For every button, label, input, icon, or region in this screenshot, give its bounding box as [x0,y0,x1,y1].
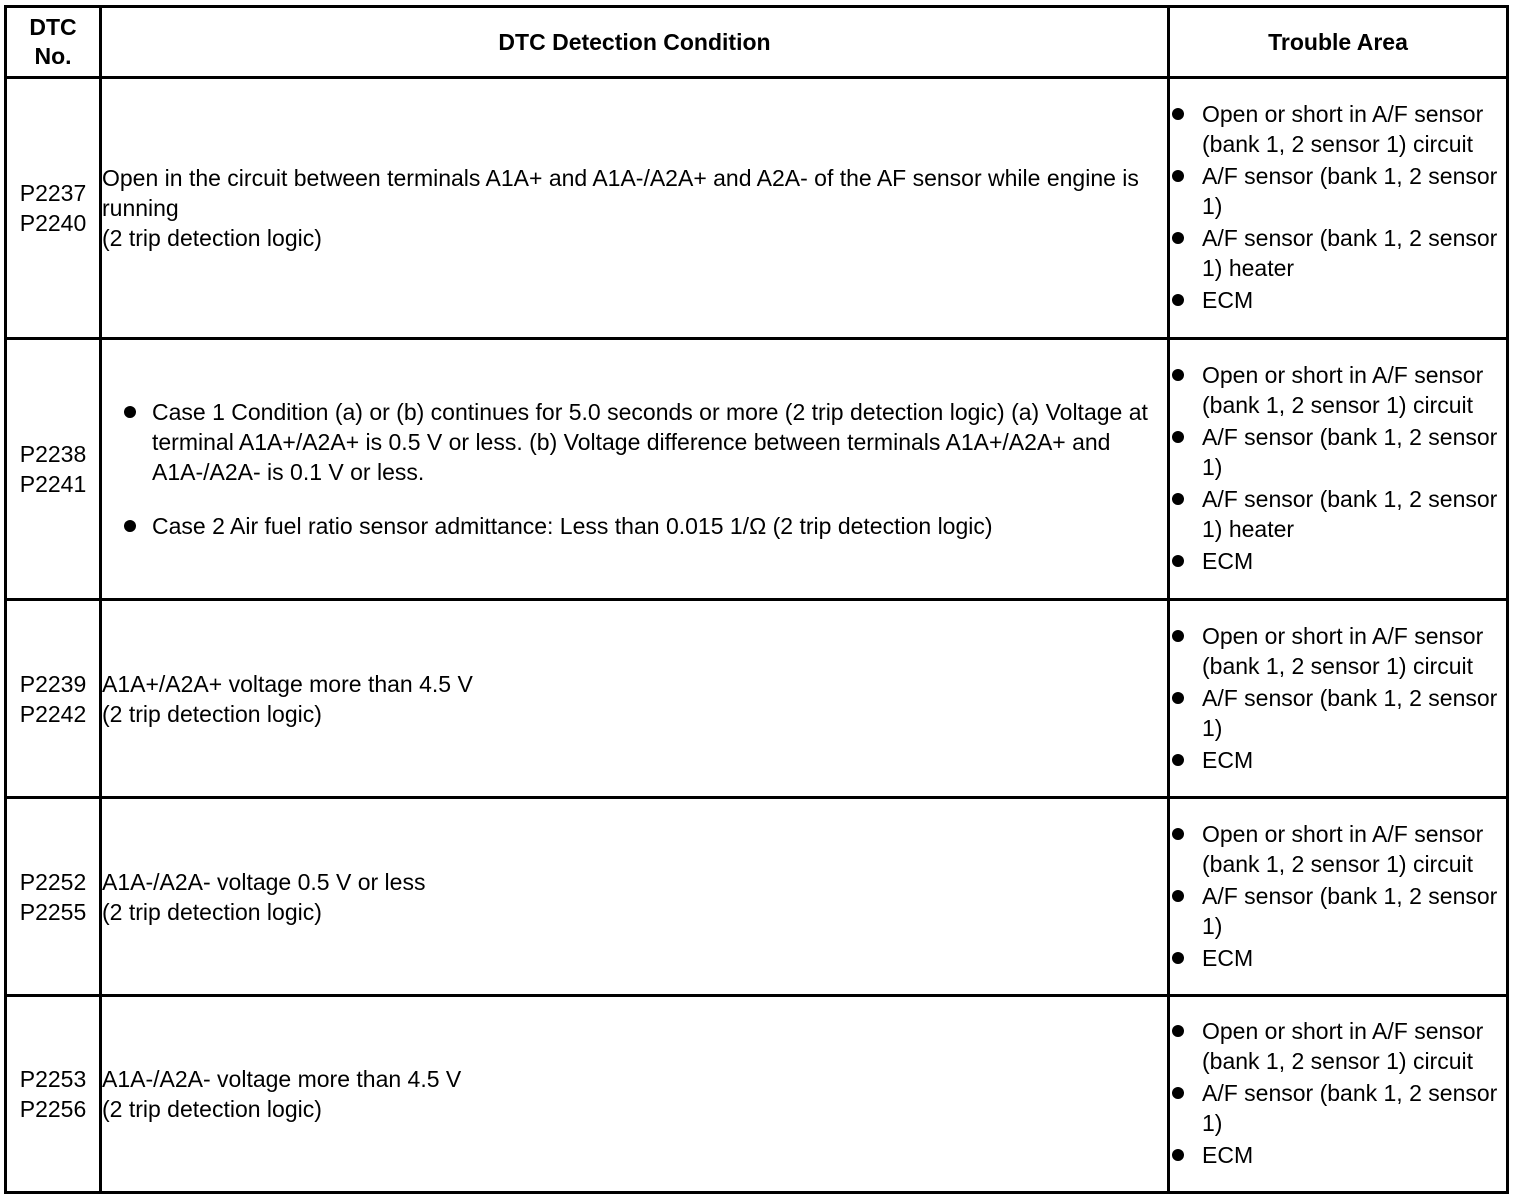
condition-text: (2 trip detection logic) [102,898,322,925]
list-item [1170,1078,1506,1138]
trouble-list [1170,819,1506,973]
trouble-area-cell [1169,798,1508,996]
bullet-icon [124,520,136,532]
condition-case-text: Case 2 Air fuel ratio sensor admittance: Less than 0.015 1/Ω (2 trip detection logic) [152,513,993,539]
bullet-icon [1172,1149,1184,1161]
trouble-item-text: ECM [1202,944,1254,971]
list-item [1170,819,1506,879]
detection-condition-cell [101,798,1169,996]
trouble-item-text: A/F sensor (bank 1, 2 sensor 1) heater [1202,225,1498,281]
dtc-code-cell [6,798,101,996]
trouble-item-text: Open or short in A/F sensor (bank 1, 2 sensor 1) circuit [1202,820,1484,877]
trouble-area-cell [1169,339,1508,600]
condition-text: Open in the circuit between terminals A1A+ and A1A-/A2A+ and A2A- of the AF sensor while engine is running [102,165,1139,221]
condition-text: A1A-/A2A- voltage more than 4.5 V [102,1066,462,1092]
bullet-icon [1172,952,1184,964]
bullet-icon [1172,431,1184,443]
trouble-list [1170,1016,1506,1170]
trouble-item-text: ECM [1202,548,1254,574]
list-item [1170,1016,1506,1076]
trouble-item-text: A/F sensor (bank 1, 2 sensor 1) [1202,882,1498,939]
trouble-item-text: Open or short in A/F sensor (bank 1, 2 sensor 1) circuit [1202,1018,1484,1074]
trouble-item-text: ECM [1202,1142,1254,1168]
list-item [1170,161,1506,221]
table-row [6,339,1508,600]
table-row [6,600,1508,798]
bullet-icon [1172,555,1184,567]
condition-text: A1A-/A2A- voltage 0.5 V or less [102,868,426,895]
trouble-item-text: A/F sensor (bank 1, 2 sensor 1) heater [1202,486,1498,542]
detection-condition-cell [101,996,1169,1193]
trouble-item-text: Open or short in A/F sensor (bank 1, 2 sensor 1) circuit [1202,622,1484,679]
detection-condition-cell [101,78,1169,339]
bullet-icon [1172,890,1184,902]
condition-text: (2 trip detection logic) [102,700,322,727]
list-item [1170,683,1506,743]
list-item [1170,484,1506,544]
header-detection-condition: DTC Detection Condition [101,7,1169,78]
trouble-item-text: ECM [1202,287,1254,313]
list-item [1170,223,1506,283]
bullet-icon [1172,630,1184,642]
dtc-code: P2256 [19,1096,87,1122]
dtc-code-cell [6,78,101,339]
table-header-row [6,7,1508,78]
header-trouble-area: Trouble Area [1169,7,1508,78]
list-item [122,397,1167,487]
trouble-area-cell [1169,600,1508,798]
trouble-area-cell [1169,78,1508,339]
list-item [1170,546,1506,576]
trouble-item-text: A/F sensor (bank 1, 2 sensor 1) [1202,1080,1498,1136]
detection-condition-cell [101,339,1169,600]
dtc-code: P2242 [19,700,87,727]
list-item [1170,99,1506,159]
condition-case-text: Case 1 Condition (a) or (b) continues for 5.0 seconds or more (2 trip detection logic) (a) Voltage at terminal A1A+/A2A+ is 0.5 V or less. (b) Voltage difference between terminals A1A+/A2A+ and A1A-/A2A- is 0.1 V or less. [152,399,1148,485]
dtc-code-cell [6,600,101,798]
trouble-item-text: A/F sensor (bank 1, 2 sensor 1) [1202,424,1498,480]
trouble-item-text: Open or short in A/F sensor (bank 1, 2 sensor 1) circuit [1202,101,1484,157]
bullet-icon [1172,692,1184,704]
bullet-icon [1172,1087,1184,1099]
bullet-icon [1172,493,1184,505]
table-row [6,996,1508,1193]
dtc-code: P2241 [19,471,87,497]
bullet-icon [1172,232,1184,244]
list-item [1170,422,1506,482]
header-dtc-no: DTC No. [6,7,101,78]
dtc-table [4,5,1509,1194]
list-item [1170,943,1506,973]
bullet-icon [1172,108,1184,120]
bullet-icon [1172,294,1184,306]
dtc-code: P2252 [19,868,87,895]
detection-condition-cell [101,600,1169,798]
trouble-list [1170,360,1506,576]
bullet-icon [124,406,136,418]
dtc-code: P2237 [19,180,87,206]
bullet-icon [1172,369,1184,381]
condition-text: (2 trip detection logic) [102,1096,322,1122]
dtc-code: P2240 [19,210,87,236]
trouble-item-text: A/F sensor (bank 1, 2 sensor 1) [1202,163,1498,219]
list-item [1170,360,1506,420]
dtc-code: P2239 [19,670,87,697]
list-item [122,511,1167,541]
list-item [1170,621,1506,681]
list-item [1170,745,1506,775]
trouble-list [1170,99,1506,315]
trouble-item-text: ECM [1202,746,1254,773]
condition-text: A1A+/A2A+ voltage more than 4.5 V [102,670,473,697]
dtc-code: P2238 [19,441,87,467]
bullet-icon [1172,170,1184,182]
bullet-icon [1172,1025,1184,1037]
trouble-item-text: A/F sensor (bank 1, 2 sensor 1) [1202,684,1498,741]
condition-text: (2 trip detection logic) [102,225,322,251]
trouble-area-cell [1169,996,1508,1193]
dtc-code-cell [6,339,101,600]
trouble-item-text: Open or short in A/F sensor (bank 1, 2 sensor 1) circuit [1202,362,1484,418]
list-item [1170,1140,1506,1170]
bullet-icon [1172,828,1184,840]
dtc-code: P2253 [19,1066,87,1092]
table-row [6,798,1508,996]
dtc-code: P2255 [19,898,87,925]
list-item [1170,881,1506,941]
dtc-code-cell [6,996,101,1193]
table-row [6,78,1508,339]
list-item [1170,285,1506,315]
bullet-icon [1172,754,1184,766]
trouble-list [1170,621,1506,775]
condition-case-list [102,397,1167,541]
